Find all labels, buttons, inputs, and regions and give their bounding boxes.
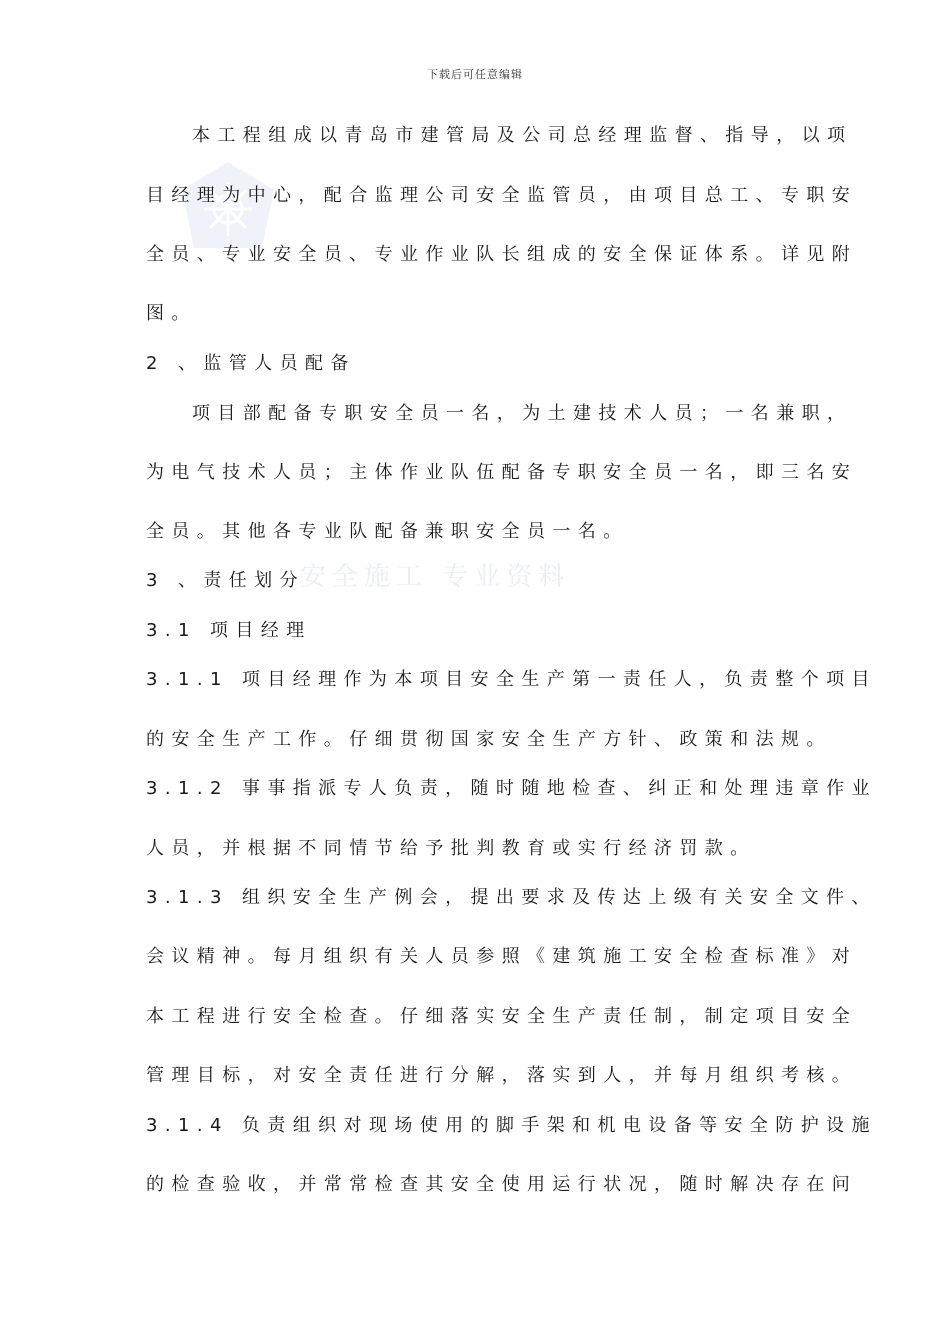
- section-heading: 3 、责任划分: [146, 570, 305, 591]
- body-line: 人员，并根据不同情节给予批判教育或实行经济罚款。: [146, 838, 756, 859]
- body-line: 目经理为中心，配合监理公司安全监管员，由项目总工、专职安: [146, 185, 858, 206]
- body-line: 图。: [146, 303, 197, 324]
- clause-line: 3.1.3 组织安全生产例会，提出要求及传达上级有关安全文件、: [146, 887, 877, 908]
- body-line: 管理目标，对安全责任进行分解，落实到人，并每月组织考核。: [146, 1065, 858, 1086]
- body-line: 为电气技术人员；主体作业队伍配备专职安全员一名，即三名安: [146, 462, 858, 483]
- body-line: 会议精神。每月组织有关人员参照《建筑施工安全检查标准》对: [146, 946, 858, 967]
- body-line: 本工程进行安全检查。仔细落实安全生产责任制，制定项目安全: [146, 1006, 858, 1027]
- body-line: 项目部配备专职安全员一名，为土建技术人员；一名兼职，: [192, 403, 853, 424]
- watermark-text: 安全施工 专业资料: [300, 562, 571, 592]
- clause-line: 3.1.4 负责组织对现场使用的脚手架和机电设备等安全防护设施: [146, 1115, 877, 1136]
- clause-line: 3.1.2 事事指派专人负责，随时随地检查、纠正和处理违章作业: [146, 778, 877, 799]
- section-heading: 2 、监管人员配备: [146, 353, 356, 374]
- subsection-heading: 3.1 项目经理: [146, 620, 312, 641]
- body-line: 全员。其他各专业队配备兼职安全员一名。: [146, 521, 629, 542]
- clause-line: 3.1.1 项目经理作为本项目安全生产第一责任人，负责整个项目: [146, 669, 877, 690]
- body-line: 全员、专业安全员、专业作业队长组成的安全保证体系。详见附: [146, 244, 858, 265]
- body-line: 的检查验收，并常常检查其安全使用运行状况，随时解决存在问: [146, 1174, 858, 1195]
- body-line: 本工程组成以青岛市建管局及公司总经理监督、指导，以项: [192, 125, 853, 146]
- page-header-note: 下载后可任意编辑: [427, 68, 523, 81]
- body-line: 的安全生产工作。仔细贯彻国家安全生产方针、政策和法规。: [146, 729, 832, 750]
